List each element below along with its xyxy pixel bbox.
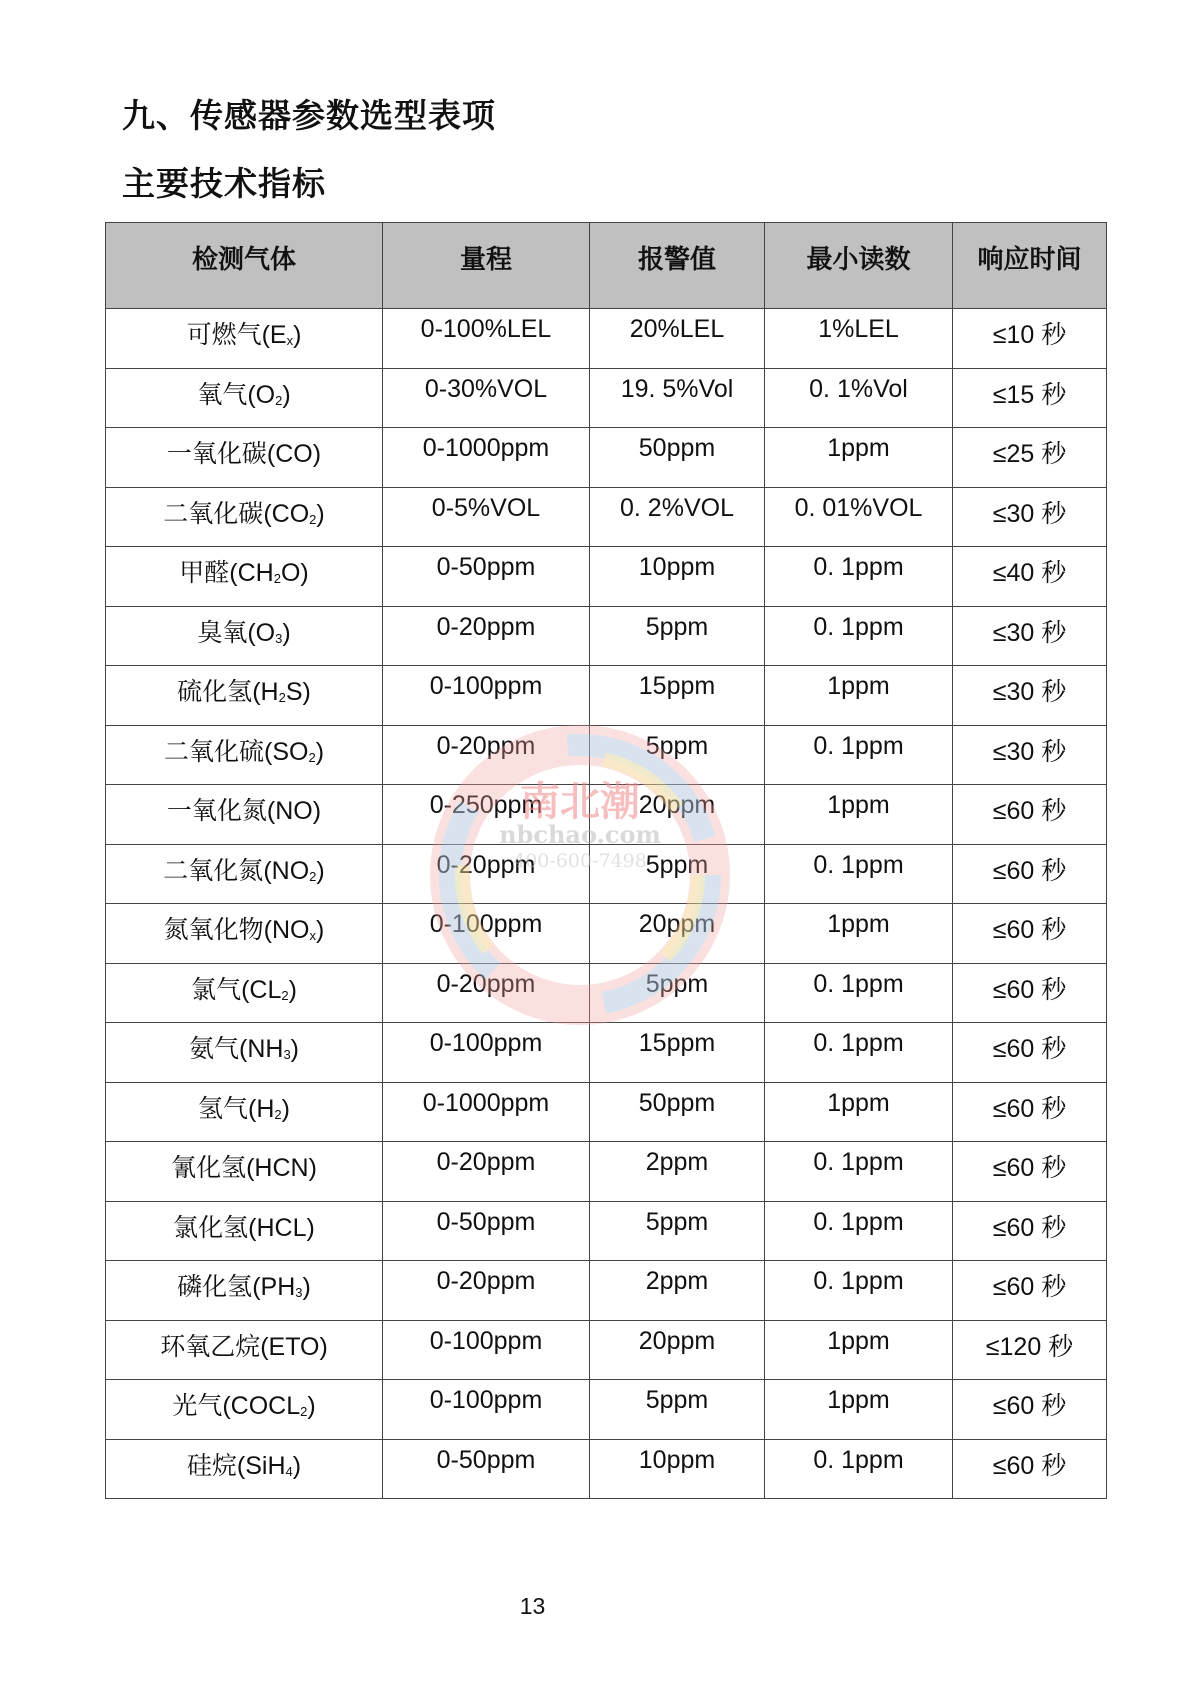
cell-range: 0-50ppm	[383, 547, 590, 607]
gas-f2: )	[292, 1451, 302, 1480]
cell-alarm: 20%LEL	[590, 309, 765, 369]
table-row	[106, 1380, 1107, 1440]
cell-alarm: 0. 2%VOL	[590, 487, 765, 547]
cell-gas	[106, 368, 383, 428]
gas-f1: (SiH	[236, 1451, 286, 1480]
gas-f1: (H	[252, 678, 279, 706]
table-row	[106, 428, 1107, 488]
cell-range: 0-20ppm	[383, 844, 590, 904]
cell-alarm: 50ppm	[590, 428, 765, 488]
gas-f2: )	[316, 499, 325, 528]
cell-gas	[106, 844, 383, 904]
gas-f2: )	[282, 618, 291, 647]
gas-sub: 2	[275, 392, 283, 408]
gas-f1: (NO)	[266, 797, 322, 825]
gas-f1: (NO	[263, 916, 310, 944]
gas-f1: (SO	[264, 737, 309, 766]
table-row	[106, 606, 1107, 666]
cell-response-time: ≤60 秒	[953, 1439, 1107, 1499]
cell-alarm: 10ppm	[590, 1439, 765, 1499]
gas-f1: (NO	[263, 856, 310, 885]
gas-sub: x	[309, 928, 316, 943]
table-row	[106, 1439, 1107, 1499]
subsection-heading: 主要技术指标	[122, 164, 326, 203]
cell-range: 0-100%LEL	[383, 309, 590, 369]
cell-min-reading: 1ppm	[765, 666, 953, 726]
cell-min-reading: 0. 1ppm	[765, 606, 953, 666]
cell-alarm: 2ppm	[590, 1261, 765, 1321]
gas-gas: 氧气	[197, 380, 248, 409]
cell-min-reading: 1ppm	[765, 1320, 953, 1380]
cell-response-time: ≤15 秒	[953, 368, 1107, 428]
cell-min-reading: 0. 1ppm	[765, 844, 953, 904]
cell-gas	[106, 963, 383, 1023]
cell-response-time: ≤25 秒	[953, 428, 1107, 488]
gas-sub: 2	[308, 749, 316, 765]
gas-sub: 2	[309, 868, 317, 884]
gas-f2: )	[282, 380, 291, 409]
cell-response-time: ≤30 秒	[953, 666, 1107, 726]
cell-gas	[106, 1380, 383, 1440]
cell-min-reading: 0. 01%VOL	[765, 487, 953, 547]
gas-f2: )	[293, 321, 302, 349]
cell-gas	[106, 1320, 383, 1380]
cell-gas	[106, 904, 383, 964]
table-row	[106, 309, 1107, 369]
cell-range: 0-20ppm	[383, 963, 590, 1023]
cell-min-reading: 0. 1ppm	[765, 963, 953, 1023]
cell-gas	[106, 1082, 383, 1142]
table-row	[106, 1082, 1107, 1142]
cell-response-time: ≤60 秒	[953, 1023, 1107, 1083]
gas-sub: 2	[278, 690, 286, 705]
cell-alarm: 20ppm	[590, 785, 765, 845]
table-row	[106, 1142, 1107, 1202]
cell-range: 0-100ppm	[383, 1380, 590, 1440]
gas-gas: 甲醛	[179, 559, 230, 587]
gas-f2: )	[315, 737, 325, 766]
cell-range: 0-100ppm	[383, 1320, 590, 1380]
header-gas: 检测气体	[106, 223, 383, 309]
cell-gas	[106, 1261, 383, 1321]
cell-response-time: ≤40 秒	[953, 547, 1107, 607]
cell-min-reading: 1ppm	[765, 1082, 953, 1142]
cell-range: 0-50ppm	[383, 1201, 590, 1261]
cell-alarm: 5ppm	[590, 606, 765, 666]
cell-response-time: ≤30 秒	[953, 606, 1107, 666]
cell-min-reading: 0. 1ppm	[765, 1201, 953, 1261]
cell-alarm: 2ppm	[590, 1142, 765, 1202]
cell-gas	[106, 1023, 383, 1083]
cell-min-reading: 0. 1ppm	[765, 1439, 953, 1499]
gas-gas: 一氧化碳	[166, 440, 267, 468]
cell-gas	[106, 1201, 383, 1261]
table-row	[106, 368, 1107, 428]
cell-alarm: 5ppm	[590, 725, 765, 785]
cell-gas	[106, 547, 383, 607]
cell-gas	[106, 606, 383, 666]
cell-gas	[106, 1439, 383, 1499]
cell-gas	[106, 428, 383, 488]
table-row	[106, 547, 1107, 607]
cell-range: 0-20ppm	[383, 1142, 590, 1202]
cell-min-reading: 1ppm	[765, 785, 953, 845]
gas-gas: 可燃气	[186, 321, 262, 349]
cell-alarm: 20ppm	[590, 1320, 765, 1380]
cell-response-time: ≤30 秒	[953, 487, 1107, 547]
header-min-reading: 最小读数	[765, 223, 953, 309]
cell-alarm: 19. 5%Vol	[590, 368, 765, 428]
cell-alarm: 10ppm	[590, 547, 765, 607]
cell-gas	[106, 487, 383, 547]
cell-alarm: 5ppm	[590, 1380, 765, 1440]
cell-alarm: 15ppm	[590, 666, 765, 726]
watermark-brand: 南北潮	[520, 778, 640, 825]
gas-f2: )	[302, 1273, 311, 1301]
watermark-site: nbchao.com	[499, 820, 661, 849]
cell-range: 0-30%VOL	[383, 368, 590, 428]
table-row	[106, 487, 1107, 547]
gas-f2: S)	[285, 678, 311, 706]
cell-range: 0-5%VOL	[383, 487, 590, 547]
cell-alarm: 20ppm	[590, 904, 765, 964]
gas-f1: (CH	[229, 559, 274, 587]
gas-f1: (NH	[239, 1035, 284, 1063]
gas-gas: 磷化氢	[177, 1273, 253, 1301]
cell-gas	[106, 666, 383, 726]
cell-range: 0-1000ppm	[383, 1082, 590, 1142]
cell-response-time: ≤60 秒	[953, 1380, 1107, 1440]
cell-response-time: ≤60 秒	[953, 785, 1107, 845]
table-row	[106, 1320, 1107, 1380]
sensor-spec-table	[105, 222, 1107, 1499]
cell-range: 0-20ppm	[383, 606, 590, 666]
cell-min-reading: 0. 1ppm	[765, 1142, 953, 1202]
gas-sub: 4	[285, 1463, 293, 1479]
gas-f1: (CL	[241, 975, 282, 1004]
gas-gas: 环氧乙烷	[160, 1332, 261, 1361]
cell-alarm: 5ppm	[590, 963, 765, 1023]
gas-f2: O)	[280, 559, 309, 587]
header-response-time: 响应时间	[953, 223, 1107, 309]
cell-response-time: ≤60 秒	[953, 1142, 1107, 1202]
gas-gas: 氨气	[188, 1035, 239, 1063]
gas-f2: )	[316, 856, 325, 885]
cell-min-reading: 1ppm	[765, 904, 953, 964]
gas-gas: 氮氧化物	[163, 916, 264, 944]
table-row	[106, 725, 1107, 785]
header-range: 量程	[383, 223, 590, 309]
cell-min-reading: 1ppm	[765, 428, 953, 488]
gas-sub: 2	[300, 1404, 308, 1419]
cell-range: 0-20ppm	[383, 1261, 590, 1321]
gas-gas: 一氧化氮	[166, 797, 267, 825]
cell-response-time: ≤60 秒	[953, 963, 1107, 1023]
gas-f1: (CO	[263, 499, 310, 528]
cell-gas	[106, 309, 383, 369]
cell-response-time: ≤60 秒	[953, 904, 1107, 964]
cell-gas	[106, 1142, 383, 1202]
gas-gas: 二氧化硫	[163, 737, 264, 766]
gas-f2: )	[307, 1392, 316, 1420]
gas-f1: (HCN)	[246, 1154, 317, 1182]
table-header-row	[106, 223, 1107, 309]
cell-gas	[106, 725, 383, 785]
cell-range: 0-100ppm	[383, 1023, 590, 1083]
gas-gas: 氯化氢	[173, 1213, 249, 1242]
table-row	[106, 844, 1107, 904]
gas-f1: (O	[247, 618, 276, 647]
table-row	[106, 1023, 1107, 1083]
cell-min-reading: 1ppm	[765, 1380, 953, 1440]
cell-range: 0-1000ppm	[383, 428, 590, 488]
gas-sub: 3	[275, 630, 283, 646]
gas-f1: (HCL)	[248, 1213, 315, 1242]
cell-range: 0-250ppm	[383, 785, 590, 845]
cell-alarm: 15ppm	[590, 1023, 765, 1083]
cell-range: 0-20ppm	[383, 725, 590, 785]
watermark-phone: 400-600-7498	[513, 850, 647, 872]
cell-min-reading: 1%LEL	[765, 309, 953, 369]
table-row	[106, 963, 1107, 1023]
cell-alarm: 50ppm	[590, 1082, 765, 1142]
gas-f1: (ETO)	[260, 1332, 328, 1361]
cell-range: 0-50ppm	[383, 1439, 590, 1499]
cell-response-time: ≤60 秒	[953, 1261, 1107, 1321]
gas-sub: 3	[295, 1285, 303, 1300]
gas-gas: 光气	[172, 1392, 223, 1420]
gas-f1: (E	[261, 321, 287, 349]
gas-gas: 二氧化碳	[163, 499, 264, 528]
cell-response-time: ≤60 秒	[953, 844, 1107, 904]
gas-gas: 臭氧	[197, 618, 248, 647]
gas-gas: 硫化氢	[177, 678, 253, 706]
cell-response-time: ≤30 秒	[953, 725, 1107, 785]
cell-min-reading: 0. 1%Vol	[765, 368, 953, 428]
gas-f1: (O	[247, 380, 276, 409]
gas-f2: )	[290, 1035, 299, 1063]
table-row	[106, 785, 1107, 845]
cell-min-reading: 0. 1ppm	[765, 1023, 953, 1083]
gas-f1: (PH	[252, 1273, 296, 1301]
table-row	[106, 904, 1107, 964]
gas-sub: 2	[273, 571, 281, 586]
gas-sub: 2	[309, 511, 317, 527]
cell-min-reading: 0. 1ppm	[765, 1261, 953, 1321]
gas-f2: )	[281, 1094, 290, 1123]
gas-sub: 2	[274, 1106, 282, 1122]
cell-alarm: 5ppm	[590, 1201, 765, 1261]
gas-f1: (COCL	[222, 1392, 301, 1420]
page-number: 13	[519, 1593, 546, 1619]
header-alarm: 报警值	[590, 223, 765, 309]
cell-range: 0-100ppm	[383, 904, 590, 964]
table-row	[106, 1201, 1107, 1261]
cell-range: 0-100ppm	[383, 666, 590, 726]
gas-sub: 3	[283, 1047, 291, 1062]
cell-response-time: ≤60 秒	[953, 1201, 1107, 1261]
cell-response-time: ≤60 秒	[953, 1082, 1107, 1142]
cell-response-time: ≤120 秒	[953, 1320, 1107, 1380]
gas-f2: )	[316, 916, 325, 944]
gas-f2: )	[288, 975, 297, 1004]
cell-min-reading: 0. 1ppm	[765, 547, 953, 607]
gas-sub: x	[286, 333, 294, 348]
cell-min-reading: 0. 1ppm	[765, 725, 953, 785]
gas-gas: 硅烷	[186, 1451, 237, 1480]
table-row	[106, 1261, 1107, 1321]
table-row	[106, 666, 1107, 726]
gas-gas: 氯气	[191, 975, 242, 1004]
gas-f1: (CO)	[266, 440, 322, 468]
gas-sub: 2	[281, 987, 289, 1003]
gas-gas: 氢气	[198, 1094, 249, 1123]
cell-response-time: ≤10 秒	[953, 309, 1107, 369]
section-heading: 九、传感器参数选型表项	[122, 96, 496, 135]
gas-gas: 二氧化氮	[163, 856, 264, 885]
cell-gas	[106, 785, 383, 845]
cell-alarm: 5ppm	[590, 844, 765, 904]
gas-f1: (H	[248, 1094, 275, 1123]
gas-gas: 氰化氢	[171, 1154, 247, 1182]
